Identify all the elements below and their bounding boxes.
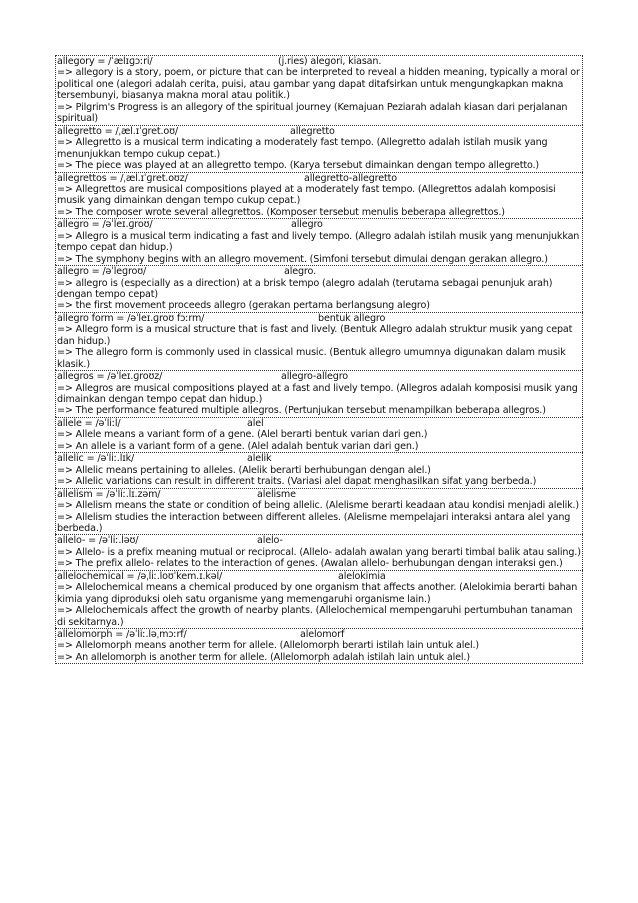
entry-header — [57, 571, 581, 582]
entry-example: => Allelochemicals affect the growth of nearby plants. (Allelochemical mempengaruhi pertumbuhan tanaman di sekitarnya.) — [57, 605, 573, 628]
entry-translation: allegretto — [290, 125, 335, 137]
entry-term: allegrettos = /ˌæl.ɪˈɡret.oʊz/ — [57, 172, 188, 184]
entry-example: => The composer wrote several allegrettos. (Komposer tersebut menulis beberapa allegrettos.) — [57, 206, 505, 218]
dictionary-entry — [55, 534, 583, 569]
entry-example: => The allegro form is commonly used in classical music. (Bentuk allegro umumnya digunakan dalam musik klasik.) — [57, 347, 566, 370]
entry-example: => The performance featured multiple allegros. (Pertunjukan tersebut menampilkan beberapa allegros.) — [57, 405, 546, 417]
entry-example: => Allegros are musical compositions played at a fast and lively tempo. (Allegros adalah komposisi musik yang dimainkan dengan tempo cepat dan hidup.) — [57, 382, 578, 406]
entry-example: => Allelo- is a prefix meaning mutual or reciprocal. (Allelo- adalah awalan yang berarti timbal balik atau saling.) — [57, 546, 581, 558]
entry-term: allelo- = /əˈliː.ləʊ/ — [57, 535, 139, 547]
dictionary-entry — [55, 452, 583, 487]
entry-term: allegro form = /əˈleɪ.ɡroʊ fɔːrm/ — [57, 312, 205, 324]
entry-term: allelomorph = /əˈliː.ləˌmɔːrf/ — [57, 629, 187, 641]
entry-translation: alelokimia — [338, 570, 386, 582]
entry-translation: allegro — [291, 219, 323, 231]
entry-term: allegro = /əˈleɪ.ɡroʊ/ — [57, 219, 153, 231]
dictionary-entry — [55, 370, 583, 417]
dictionary-entry — [55, 312, 583, 370]
entry-translation: alelo- — [257, 535, 283, 547]
entry-example: => Allegrettos are musical compositions played at a moderately fast tempo. (Allegrettos adalah komposisi musik yang dimainkan dengan tempo cukup cepat.) — [57, 183, 556, 207]
entry-translation: alelomorf — [300, 629, 345, 641]
dictionary-entry — [55, 218, 583, 265]
entry-example: => Allegretto is a musical term indicating a moderately fast tempo. (Allegretto adalah istilah musik yang menunjukkan tempo cukup cepat.) — [57, 137, 548, 160]
entry-example: => allegro is (especially as a direction) at a brisk tempo (alegro adalah (terutama sebagai penunjuk arah) dengan tempo cepat) — [57, 277, 553, 300]
dictionary-entry — [55, 55, 583, 125]
entry-translation: bentuk allegro — [318, 312, 386, 324]
entry-term: allegros = /əˈleɪ.ɡroʊz/ — [57, 371, 163, 383]
entry-term: allegretto = /ˌæl.ɪˈɡret.oʊ/ — [57, 125, 178, 137]
entry-example: => An allele is a variant form of a gene. (Alel adalah bentuk varian dari gen.) — [57, 440, 419, 452]
entry-translation: alel — [247, 417, 264, 429]
entry-example: => Allelic means pertaining to alleles. (Alelik berarti berhubungan dengan alel.) — [57, 464, 431, 476]
entry-example: => An allelomorph is another term for allele. (Allelomorph adalah istilah lain untuk alel.) — [57, 651, 470, 663]
dictionary-entry — [55, 628, 583, 664]
entry-example: => The symphony begins with an allegro movement. (Simfoni tersebut dimulai dengan gerakan allegro.) — [57, 253, 548, 265]
entry-header — [57, 173, 581, 184]
entry-header — [57, 489, 581, 500]
entry-translation: alegro. — [284, 266, 316, 278]
entry-example: => Pilgrim's Progress is an allegory of the spiritual journey (Kemajuan Peziarah adalah kiasan dari perjalanan spiritual) — [57, 101, 568, 125]
entry-header — [57, 371, 581, 382]
entry-translation: allegro-allegro — [281, 371, 349, 383]
entry-example: => Allelomorph means another term for allele. (Allelomorph berarti istilah lain untuk alel.) — [57, 640, 480, 652]
entry-example: => Allegro is a musical term indicating a fast and lively tempo. (Allegro adalah istilah musik yang menunjukkan tempo cepat dan hidup.) — [57, 230, 580, 254]
entry-header — [57, 313, 581, 324]
entry-term: allelism = /əˈliː.lɪ.zəm/ — [57, 488, 161, 500]
entry-header — [57, 453, 581, 464]
dictionary-entry — [55, 570, 583, 628]
entry-example: => The piece was played at an allegretto tempo. (Karya tersebut dimainkan dengan tempo allegretto.) — [57, 160, 540, 172]
dictionary-entry — [55, 488, 583, 535]
entry-translation: allegretto-allegretto — [304, 172, 397, 184]
entry-term: allelic = /əˈliː.lɪk/ — [57, 453, 135, 465]
dictionary-entry — [55, 172, 583, 219]
entry-example: => the first movement proceeds allegro (gerakan pertama berlangsung alegro) — [57, 300, 430, 312]
entry-example: => Allelism studies the interaction between different alleles. (Alelisme mempelajari interaksi antara alel yang berbeda.) — [57, 511, 571, 534]
entry-term: allele = /əˈliːl/ — [57, 417, 121, 429]
entry-example: => Allelic variations can result in different traits. (Variasi alel dapat menghasilkan sifat yang berbeda.) — [57, 476, 537, 488]
entry-example: => Allele means a variant form of a gene. (Alel berarti bentuk varian dari gen.) — [57, 429, 428, 441]
entry-header — [57, 56, 581, 67]
entry-header — [57, 266, 581, 277]
entry-example: => Allelism means the state or condition of being allelic. (Alelisme berarti keadaan atau kondisi menjadi alelik.) — [57, 500, 580, 512]
entry-example: => allegory is a story, poem, or picture that can be interpreted to reveal a hidden meaning, typically a moral or political one (alegori adalah cerita, puisi, atau gambar yang dapat ditafsirkan untuk mengungkapkan makna tersembunyi, biasanya makna moral atau politik.) — [57, 67, 580, 102]
entry-header — [57, 219, 581, 230]
entry-header — [57, 126, 581, 137]
entry-header — [57, 418, 581, 429]
entry-term: allegro = /əˈleɡroʊ/ — [57, 266, 147, 278]
entry-header — [57, 535, 581, 546]
entry-translation: alelik — [247, 453, 272, 465]
entry-example: => Allelochemical means a chemical produced by one organism that affects another. (Alelokimia berarti bahan kimia yang diproduksi oleh satu organisme yang memengaruhi organisme lain.) — [57, 582, 578, 605]
entry-term: allegory = /ˈælɪɡɔːri/ — [57, 56, 153, 67]
dictionary-page — [55, 55, 583, 664]
dictionary-entry — [55, 417, 583, 452]
entry-header — [57, 629, 581, 640]
entry-example: => The prefix allelo- relates to the interaction of genes. (Awalan allelo- berhubungan dengan interaksi gen.) — [57, 558, 563, 570]
entry-example: => Allegro form is a musical structure that is fast and lively. (Bentuk Allegro adalah struktur musik yang cepat dan hidup.) — [57, 324, 573, 347]
entry-translation: alelisme — [257, 488, 296, 500]
dictionary-entry — [55, 265, 583, 312]
dictionary-entry — [55, 125, 583, 172]
entry-term: allelochemical = /əˌliː.loʊˈkem.ɪ.kəl/ — [57, 570, 223, 582]
entry-translation: (j.ries) alegori, kiasan. — [278, 56, 382, 67]
